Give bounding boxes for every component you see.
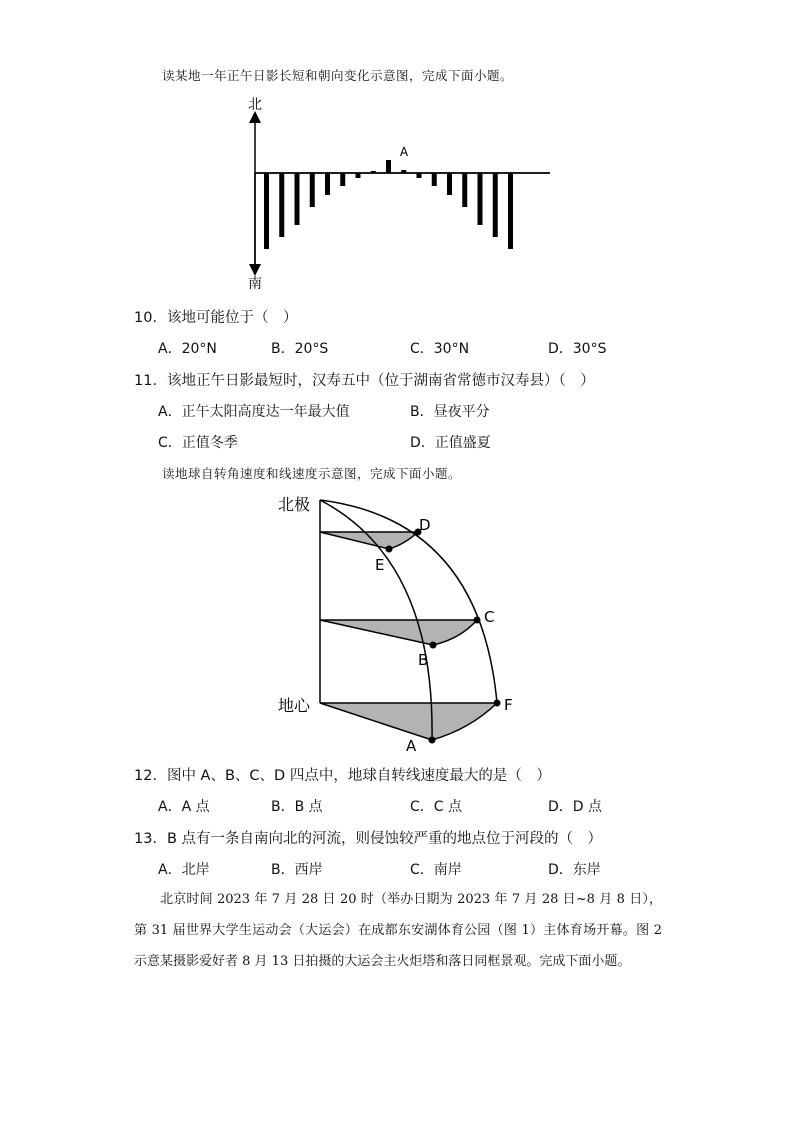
question-13: 13．B 点有一条自南向北的河流，则侵蚀较严重的地点位于河段的（ ） — [134, 831, 603, 847]
q10-option-c[interactable]: C．30°N — [410, 341, 470, 357]
q12-option-c[interactable]: C．C 点 — [410, 799, 463, 815]
south-label: 南 — [248, 276, 262, 292]
shadow-bar — [432, 173, 437, 186]
rotation-diagram — [270, 488, 530, 753]
shadow-bar — [447, 173, 452, 195]
shadow-bar — [401, 170, 406, 173]
label-b: B — [418, 651, 429, 669]
shadow-bar — [417, 173, 422, 178]
q13-option-c[interactable]: C．南岸 — [410, 862, 462, 878]
shadow-bar — [325, 173, 330, 195]
q13-option-b[interactable]: B．西岸 — [271, 862, 323, 878]
label-f: F — [504, 696, 513, 714]
passage-text: 北京时间 2023 年 7 月 28 日 20 时（举办日期为 2023 年 7 月 28 日~8 月 8 日），第 31 届世界大学生运动会（大运会）在成都东安湖体育公园（图 1）主体育场开幕。图 2 示意某摄影爱好者 8 月 13 日拍摄的大运会主火炬塔和落日同框景观。完成下面小题。 — [134, 892, 662, 969]
label-e: E — [375, 556, 385, 574]
shadow-bar — [279, 173, 284, 237]
shadow-bar — [340, 173, 345, 186]
q11-option-a[interactable]: A．正午太阳高度达一年最大值 — [158, 404, 350, 420]
intro-text-1: 读某地一年正午日影长短和朝向变化示意图，完成下面小题。 — [162, 68, 514, 83]
q12-option-b[interactable]: B．B 点 — [271, 799, 323, 815]
passage — [134, 884, 662, 977]
q10-option-b[interactable]: B．20°S — [271, 341, 329, 357]
point-a-label: A — [399, 145, 409, 159]
q11-option-b[interactable]: B．昼夜平分 — [410, 404, 490, 420]
sector-cb — [320, 620, 477, 645]
shadow-bar — [310, 173, 315, 207]
point-b — [430, 642, 437, 649]
question-11: 11．该地正午日影最短时，汉寿五中（位于湖南省常德市汉寿县）（ ） — [134, 373, 595, 389]
q10-option-a[interactable]: A．20°N — [158, 341, 217, 357]
sector-fa — [320, 703, 497, 740]
q12-option-d[interactable]: D．D 点 — [548, 799, 603, 815]
point-a — [429, 737, 436, 744]
shadow-bar — [508, 173, 513, 249]
shadow-diagram — [230, 92, 570, 297]
point-c — [474, 617, 481, 624]
intro-text-2: 读地球自转角速度和线速度示意图，完成下面小题。 — [162, 466, 462, 481]
shadow-bar — [295, 173, 300, 225]
shadow-bar — [478, 173, 483, 225]
q13-option-a[interactable]: A．北岸 — [158, 862, 210, 878]
question-10: 10．该地可能位于（ ） — [134, 310, 298, 326]
q13-option-d[interactable]: D．东岸 — [548, 862, 601, 878]
point-e — [386, 546, 393, 553]
label-a: A — [406, 737, 417, 753]
shadow-bar — [462, 173, 467, 207]
q12-option-a[interactable]: A．A 点 — [158, 799, 210, 815]
shadow-bar — [386, 160, 391, 173]
q10-option-d[interactable]: D．30°S — [548, 341, 607, 357]
north-label: 北 — [248, 97, 262, 113]
shadow-bar — [493, 173, 498, 237]
q11-option-c[interactable]: C．正值冬季 — [158, 435, 238, 451]
point-f — [494, 700, 501, 707]
shadow-bar — [356, 173, 361, 178]
question-12: 12．图中 A、B、C、D 四点中，地球自转线速度最大的是（ ） — [134, 768, 551, 784]
outer-meridian — [320, 500, 497, 703]
shadow-bar — [264, 173, 269, 249]
north-pole-label: 北极 — [278, 495, 311, 514]
label-c: C — [484, 608, 495, 626]
shadow-bar — [371, 171, 376, 173]
q11-option-d[interactable]: D．正值盛夏 — [410, 435, 491, 451]
earth-center-label: 地心 — [278, 696, 311, 715]
label-d: D — [419, 516, 431, 534]
sector-de — [320, 532, 418, 549]
